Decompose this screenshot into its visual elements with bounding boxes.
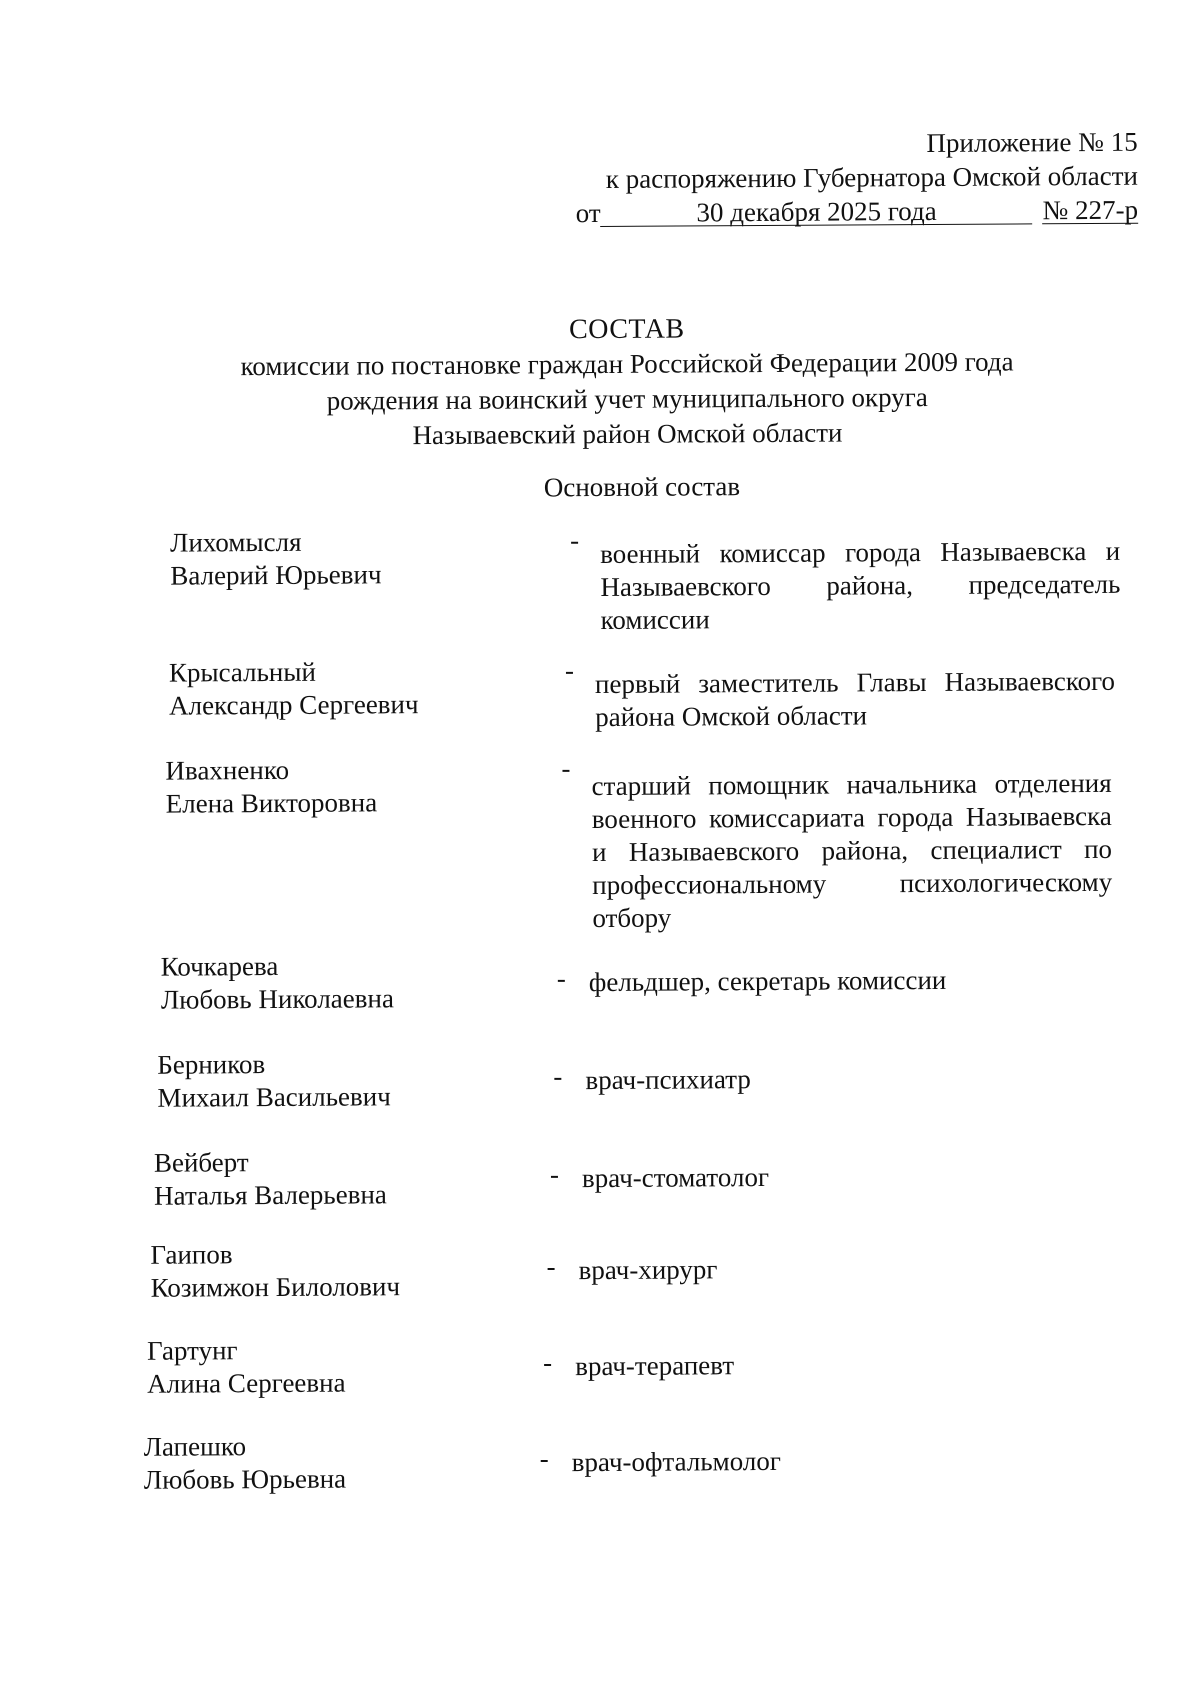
document-subtitle-line-3: Называевский район Омской области [412, 417, 843, 451]
member-surname: Гаипов [150, 1239, 233, 1270]
member-surname: Гартунг [146, 1335, 238, 1366]
member-role: военный комиссар города Называевска и Называевского района, председатель комиссии [600, 535, 1121, 635]
order-number: № 227-р [1042, 194, 1139, 226]
member-row [1, 944, 1200, 1015]
member-role: врач-стоматолог [581, 1161, 770, 1194]
member-given-names: Валерий Юрьевич [170, 559, 382, 591]
member-surname: Лапешко [143, 1431, 247, 1462]
member-dash: - [549, 1159, 560, 1190]
member-role: врач-хирург [578, 1254, 718, 1286]
member-row [1, 1042, 1200, 1113]
member-row [3, 1328, 1200, 1399]
member-dash: - [561, 753, 571, 784]
order-date: 30 декабря 2025 года [601, 197, 1033, 227]
member-row [0, 748, 1199, 934]
date-prefix: от [575, 197, 601, 229]
document-title-block [197, 309, 1058, 454]
member-row [0, 520, 1198, 635]
document-title: СОСТАВ [568, 313, 685, 346]
member-surname: Ивахненко [165, 754, 290, 786]
member-dash: - [556, 963, 566, 994]
member-given-names: Михаил Васильевич [157, 1081, 391, 1113]
appendix-number: Приложение № 15 [926, 126, 1138, 158]
member-given-names: Елена Викторовна [165, 787, 378, 819]
member-given-names: Любовь Юрьевна [143, 1463, 347, 1495]
member-dash: - [543, 1347, 553, 1378]
document-subtitle-line-1: комиссии по постановке граждан Российской Федерации 2009 года [240, 346, 1014, 382]
member-name [144, 1430, 347, 1497]
member-name [165, 753, 377, 820]
member-surname: Лихомысля [170, 526, 302, 558]
member-dash: - [539, 1443, 549, 1474]
member-row [2, 1140, 1200, 1211]
member-name [157, 1047, 391, 1114]
member-given-names: Наталья Валерьевна [154, 1179, 387, 1211]
member-given-names: Александр Сергеевич [169, 689, 419, 721]
member-surname: Кочкарева [160, 950, 279, 982]
member-name [150, 1237, 400, 1305]
member-role: врач-психиатр [585, 1064, 751, 1096]
document-subtitle-line-2: рождения на воинский учет муниципального округа [326, 381, 928, 416]
member-name [170, 525, 382, 592]
member-role: врач-терапевт [575, 1350, 735, 1382]
member-dash: - [570, 525, 580, 556]
member-role: фельдшер, секретарь комиссии [588, 964, 947, 998]
member-name [169, 655, 419, 723]
member-name [154, 1145, 387, 1212]
member-role: первый заместитель Главы Называевского района Омской области [594, 665, 1116, 733]
member-name [161, 949, 394, 1016]
section-heading: Основной состав [543, 471, 741, 503]
member-surname: Вейберт [153, 1147, 249, 1178]
member-surname: Берников [157, 1049, 266, 1080]
member-dash: - [564, 655, 574, 686]
member-given-names: Любовь Николаевна [160, 983, 394, 1015]
member-given-names: Алина Сергеевна [147, 1367, 346, 1399]
appendix-reference: к распоряжению Губернатора Омской области [605, 160, 1138, 194]
member-dash: - [553, 1061, 563, 1092]
member-surname: Крысальный [168, 656, 317, 688]
member-row [0, 650, 1199, 733]
member-row [2, 1232, 1200, 1303]
appendix-block [575, 125, 1138, 230]
member-dash: - [546, 1251, 556, 1282]
member-role: старший помощник начальника отделения военного комиссариата города Называевска и Называевского района, специалист по профессиональному психологическому отбору [591, 767, 1113, 934]
member-given-names: Козимжон Билолович [150, 1271, 401, 1303]
appendix-date-line [576, 193, 1139, 230]
member-name [147, 1334, 346, 1401]
member-role: врач-офтальмолог [571, 1445, 781, 1478]
member-row [4, 1424, 1200, 1495]
